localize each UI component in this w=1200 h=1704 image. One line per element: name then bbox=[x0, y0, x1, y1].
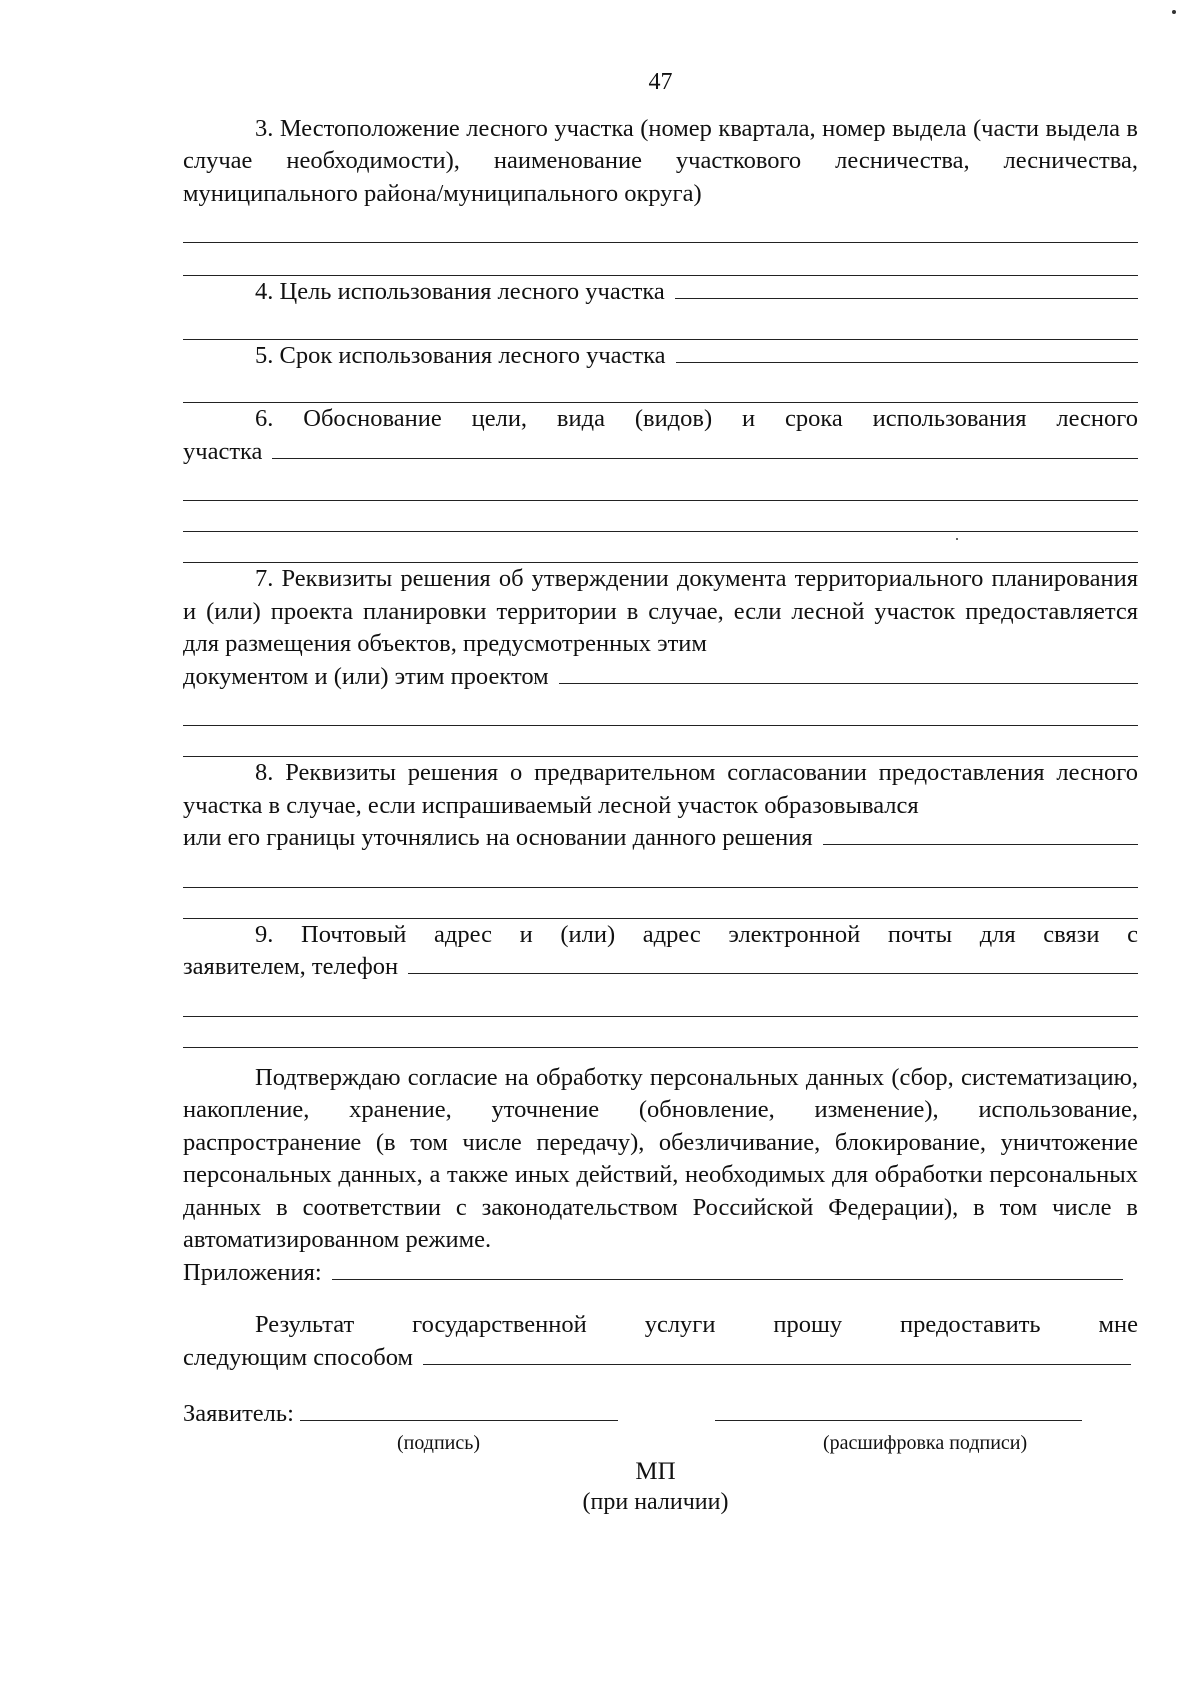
section-4-label: 4. Цель использования лесного участка bbox=[255, 278, 665, 305]
section-7-fill-line[interactable] bbox=[183, 693, 1138, 726]
attachments-label: Приложения: bbox=[183, 1258, 322, 1286]
result-row bbox=[183, 1342, 1131, 1375]
section-6-text: 6. Обоснование цели, вида (видов) и срока использования лесного bbox=[255, 405, 1138, 432]
section-9-fill-line[interactable] bbox=[183, 984, 1138, 1017]
result-label: следующим способом bbox=[183, 1343, 413, 1371]
form-page bbox=[183, 66, 1138, 1517]
section-6-fill-line[interactable] bbox=[183, 501, 1138, 532]
section-8-text: 8. Реквизиты решения о предварительном согласовании предоставления лесного участка в случае, если испрашиваемый лесной участок образовывался bbox=[183, 759, 1138, 819]
section-6-row bbox=[183, 436, 1138, 469]
section-5-row bbox=[183, 340, 1138, 373]
section-4-fill-line[interactable] bbox=[183, 309, 1138, 340]
signature-captions bbox=[183, 1431, 1138, 1457]
signature-input-line[interactable] bbox=[300, 1398, 618, 1421]
section-8-label: или его границы уточнялись на основании данного решения bbox=[183, 824, 813, 851]
section-7-fill-line[interactable] bbox=[183, 726, 1138, 757]
scan-speck bbox=[956, 538, 958, 540]
section-5-label: 5. Срок использования лесного участка bbox=[255, 341, 666, 369]
section-3-fill-line[interactable] bbox=[183, 210, 1138, 243]
page-number: 47 bbox=[648, 69, 673, 95]
section-5-fill-line[interactable] bbox=[183, 372, 1138, 403]
section-9-input-line[interactable] bbox=[408, 951, 1138, 974]
section-3-fill-line[interactable] bbox=[183, 243, 1138, 276]
section-7-text: 7. Реквизиты решения об утверждении документа территориального планирования и (или) проекта планировки территории в случае, если лесной участок предоставляется для размещения объектов, предусмотренных этим bbox=[183, 565, 1138, 657]
section-9-row bbox=[183, 951, 1138, 984]
section-7-input-line[interactable] bbox=[559, 661, 1138, 684]
section-6-input-line[interactable] bbox=[272, 436, 1138, 459]
section-9-text: 9. Почтовый адрес и (или) адрес электронной почты для связи с bbox=[255, 920, 1138, 948]
signature-row bbox=[183, 1398, 1138, 1431]
scan-speck bbox=[1172, 10, 1176, 14]
attachments-input-line[interactable] bbox=[332, 1257, 1123, 1280]
section-5-input-line[interactable] bbox=[676, 340, 1138, 363]
section-9-label: заявителем, телефон bbox=[183, 953, 399, 980]
section-6-fill-line[interactable] bbox=[183, 532, 1138, 563]
decryption-caption: (расшифровка подписи) bbox=[823, 1431, 1028, 1454]
applicant-label: Заявитель: bbox=[183, 1400, 294, 1427]
section-8-fill-line[interactable] bbox=[183, 855, 1138, 888]
signature-caption: (подпись) bbox=[397, 1431, 481, 1454]
section-3-text: 3. Местоположение лесного участка (номер квартала, номер выдела (части выдела в случае необходимости), наименование участкового лесничества, лесничества, муниципального района/муниципального округа) bbox=[183, 114, 1138, 207]
signature-decryption-input-line[interactable] bbox=[715, 1398, 1082, 1421]
section-9-fill-line[interactable] bbox=[183, 1017, 1138, 1048]
section-8-fill-line[interactable] bbox=[183, 888, 1138, 919]
section-4-input-line[interactable] bbox=[675, 276, 1138, 299]
section-4-row bbox=[183, 276, 1138, 309]
section-8-row bbox=[183, 822, 1138, 855]
section-6-fill-line[interactable] bbox=[183, 468, 1138, 501]
section-6-label: участка bbox=[183, 437, 263, 465]
attachments-row bbox=[183, 1257, 1123, 1290]
stamp-note: (при наличии) bbox=[582, 1488, 729, 1515]
section-8-input-line[interactable] bbox=[823, 822, 1138, 845]
result-input-line[interactable] bbox=[423, 1342, 1131, 1365]
result-text: Результат государственной услуги прошу предоставить мне bbox=[255, 1311, 1138, 1338]
stamp-block bbox=[173, 1457, 1138, 1517]
consent-text: Подтверждаю согласие на обработку персональных данных (сбор, систематизацию, накопление, хранение, уточнение (обновление, изменение), использование, распространение (в том числе передачу), обезличивание, блокирование, уничтожение персональных данных, а также иных действий, необходимых для обработки персональных данных в соответствии с законодательством Российской Федерации), в том числе в автоматизированном режиме. bbox=[183, 1063, 1138, 1253]
section-7-label: документом и (или) этим проектом bbox=[183, 662, 549, 690]
section-7-row bbox=[183, 661, 1138, 694]
stamp-label: МП bbox=[635, 1457, 676, 1485]
